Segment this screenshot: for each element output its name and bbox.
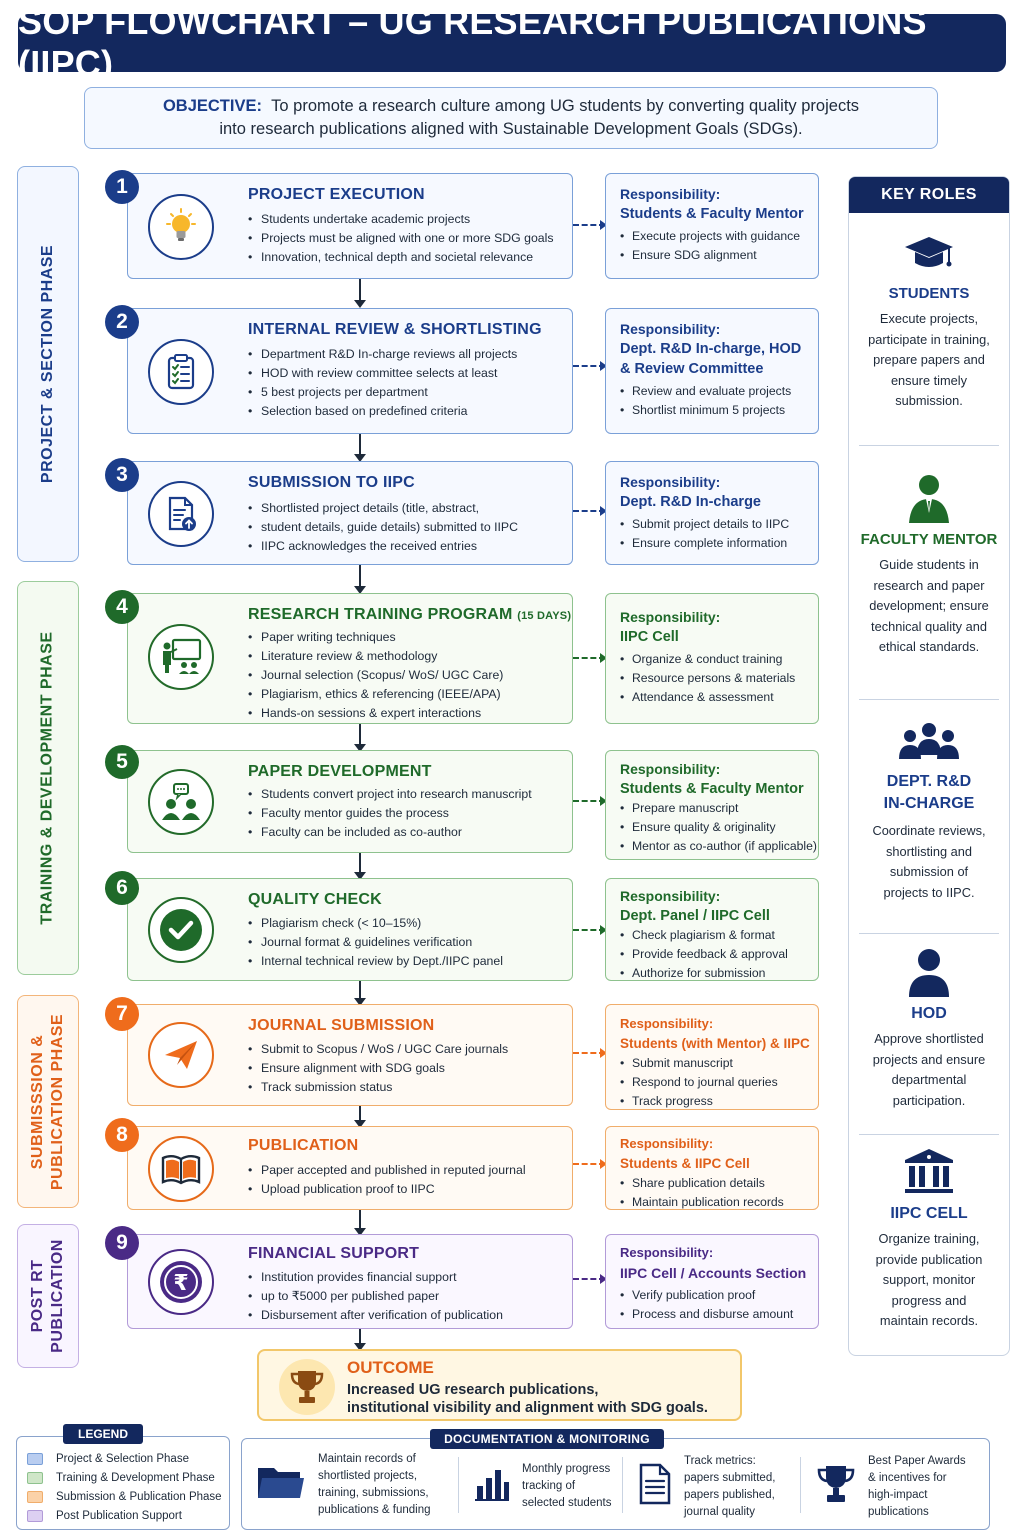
bullet: • Respond to journal queries: [620, 1073, 818, 1092]
doc-line: & incentives for: [868, 1472, 947, 1484]
role-dept-rd-incharge: [849, 721, 1009, 903]
objective-box: [84, 87, 938, 149]
step-number-4: 4: [105, 590, 139, 624]
step-card-internal-review: [127, 308, 573, 434]
role-desc-line: projects to IIPC.: [883, 884, 975, 900]
phase-project-selection: [17, 166, 79, 562]
document-upload-icon: [148, 481, 214, 547]
phase-submission-publication: [17, 995, 79, 1208]
bullet: • Share publication details: [620, 1174, 818, 1193]
doc-item-metrics: [638, 1453, 775, 1521]
bullet: • Ensure SDG alignment: [620, 246, 818, 265]
step-number-5: 5: [105, 745, 139, 779]
key-roles-panel: [848, 176, 1010, 1356]
bullet: • Review and evaluate projects: [620, 382, 818, 401]
rupee-coin-icon: [148, 1249, 214, 1315]
divider: [859, 933, 999, 934]
role-description: [849, 1029, 1009, 1111]
role-desc-line: maintain records.: [879, 1313, 979, 1328]
responsible-party: Dept. R&D In-charge: [620, 494, 761, 510]
step-title: PAPER DEVELOPMENT: [248, 763, 432, 780]
phase-label-line-1: SUBMISSSION &: [29, 1034, 46, 1169]
step-number-3: 3: [105, 458, 139, 492]
title-bar: [18, 1, 1006, 84]
role-desc-line: development; ensure: [869, 598, 989, 613]
doc-item-progress: [474, 1461, 612, 1512]
connector-arrow: [573, 1052, 605, 1054]
connector-arrow: [573, 1163, 605, 1165]
step-title: QUALITY CHECK: [248, 891, 382, 908]
role-description: [849, 309, 1009, 412]
responsible-party: IIPC Cell: [620, 629, 679, 645]
legend-item: [27, 1453, 189, 1465]
doc-line: Maintain records of: [318, 1453, 416, 1465]
responsibility-box-6: [605, 878, 819, 981]
phase-label: TRAINING & DEVELOPMENT PHASE: [39, 631, 57, 925]
responsible-party: Students & IIPC Cell: [620, 1156, 750, 1171]
step-bullets: [248, 914, 562, 971]
bullet: • Paper writing techniques: [248, 628, 562, 647]
step-title: FINANCIAL SUPPORT: [248, 1245, 420, 1262]
check-circle-icon: [148, 897, 214, 963]
phase-label: PROJECT & SECTION PHASE: [39, 244, 57, 484]
doc-line: selected students: [522, 1497, 612, 1509]
doc-line: high-impact: [868, 1489, 928, 1501]
responsibility-list: [620, 926, 818, 983]
legend-label: Submission & Publication Phase: [56, 1491, 222, 1503]
step-title: PUBLICATION: [248, 1137, 359, 1154]
flow-arrow: [359, 1106, 361, 1126]
role-desc-line: progress and: [891, 1292, 967, 1308]
role-name: FACULTY MENTOR: [860, 531, 998, 548]
doc-line: publications & funding: [318, 1504, 431, 1516]
connector-arrow: [573, 224, 605, 226]
role-desc-line: prepare papers and: [873, 352, 985, 367]
responsibility-label: Responsibility:: [620, 609, 721, 625]
role-desc-line: submission.: [895, 393, 963, 408]
role-desc-line: Guide students in: [879, 557, 979, 572]
role-desc-line: Coordinate reviews,: [872, 823, 986, 838]
role-name: DEPT. R&D: [886, 773, 972, 790]
step-card-project-execution: [127, 173, 573, 279]
bullet: • Submit project details to IIPC: [620, 515, 818, 534]
legend-swatch: [27, 1453, 43, 1465]
bullet-continuation: • up to ₹5000 per published paper: [248, 1287, 562, 1306]
connector-arrow: [573, 1278, 605, 1280]
step-number-1: 1: [105, 170, 139, 204]
responsible-party: Students (with Mentor) & IIPC: [620, 1036, 810, 1051]
responsibility-box-5: [605, 750, 819, 860]
role-desc-line: shortlisting and: [885, 843, 973, 859]
phase-label-line-2: PUBLICATION: [49, 1239, 67, 1353]
doc-line: Monthly progress: [522, 1463, 611, 1475]
responsibility-box-4: [605, 593, 819, 724]
role-desc-line: Organize training,: [878, 1231, 980, 1246]
step-bullets: [248, 499, 562, 556]
documentation-title: DOCUMENTATION & MONITORING: [430, 1429, 664, 1449]
legend: [16, 1436, 230, 1530]
role-name: STUDENTS: [888, 285, 970, 302]
bullet: • Plagiarism check (< 10–15%): [248, 914, 562, 933]
responsible-party: Students & Faculty Mentor: [620, 781, 804, 797]
responsibility-label: Responsibility:: [620, 1136, 714, 1151]
clipboard-checklist-icon: [148, 339, 214, 405]
doc-line: papers published,: [684, 1489, 775, 1501]
flow-arrow: [359, 1329, 361, 1349]
objective-line-2: into research publications aligned with Sustainable Development Goals (SDGs).: [219, 120, 803, 138]
role-desc-line: submission of: [889, 864, 969, 879]
role-desc-line: technical quality and: [871, 618, 987, 634]
step-title: [248, 606, 571, 624]
step-bullets: [248, 210, 562, 267]
bullet: • Shortlisted project details (title, abstract,: [248, 499, 562, 518]
flow-arrow: [359, 565, 361, 592]
bullet: • Internal technical review by Dept./IIPC panel: [248, 952, 562, 971]
bullet: • Track progress: [620, 1092, 818, 1111]
step-bullets: [248, 1268, 562, 1325]
role-desc-line: projects and ensure: [872, 1051, 986, 1067]
teacher-board-icon: [148, 624, 214, 690]
document-icon: [638, 1463, 672, 1511]
doc-line: shortlisted projects,: [318, 1470, 418, 1482]
folder-icon: [256, 1462, 306, 1508]
bullet: • Prepare manuscript: [620, 799, 818, 818]
phase-label: [28, 1239, 68, 1353]
bullet: • Track submission status: [248, 1078, 562, 1097]
bullet: • HOD with review committee selects at least: [248, 364, 562, 383]
bullet: • Execute projects with guidance: [620, 227, 818, 246]
step-bullets: [248, 1040, 562, 1097]
role-desc-line: Approve shortlisted: [874, 1031, 984, 1046]
bullet: • Submit to Scopus / WoS / UGC Care journals: [248, 1040, 562, 1059]
objective-label: OBJECTIVE:: [162, 97, 262, 115]
divider: [458, 1457, 459, 1513]
step-title: PROJECT EXECUTION: [248, 186, 425, 203]
role-name: HOD: [911, 1005, 947, 1022]
bullet: • Journal format & guidelines verification: [248, 933, 562, 952]
divider: [800, 1457, 801, 1513]
outcome-title: OUTCOME: [347, 1358, 434, 1377]
page-title: SOP FLOWCHART – UG RESEARCH PUBLICATIONS (IIPC): [18, 1, 927, 84]
legend-swatch: [27, 1472, 43, 1484]
step-card-publication: [127, 1126, 573, 1210]
objective-line-1: To promote a research culture among UG students by converting quality projects: [271, 97, 860, 115]
responsible-party: Dept. Panel / IIPC Cell: [620, 908, 770, 924]
role-desc-line: participation.: [892, 1092, 966, 1108]
legend-label: Project & Selection Phase: [56, 1453, 189, 1465]
doc-line: tracking of: [522, 1480, 576, 1492]
bullet: • Ensure quality & originality: [620, 818, 818, 837]
bullet: • Innovation, technical depth and societal relevance: [248, 248, 562, 267]
step-card-submission-iipc: [127, 461, 573, 565]
group-icon: [849, 721, 1009, 765]
responsible-party-line-2: & Review Committee: [620, 361, 764, 377]
doc-line: training, submissions,: [318, 1487, 429, 1499]
bullet: • Institution provides financial support: [248, 1268, 562, 1287]
responsibility-list: [620, 650, 818, 707]
bullet: • Students convert project into research manuscript: [248, 785, 562, 804]
step-number-8: 8: [105, 1118, 139, 1152]
bullet: • Shortlist minimum 5 projects: [620, 401, 818, 420]
trophy-icon: [279, 1359, 335, 1415]
bullet: • Verify publication proof: [620, 1286, 818, 1305]
bullet: • Authorize for submission: [620, 964, 818, 983]
bullet: • Disbursement after verification of publication: [248, 1306, 562, 1325]
bullet: • IIPC acknowledges the received entries: [248, 537, 562, 556]
bullet: • Ensure complete information: [620, 534, 818, 553]
responsibility-list: [620, 1174, 818, 1212]
doc-item-awards: [816, 1453, 966, 1521]
legend-item: [27, 1491, 222, 1503]
legend-item: [27, 1472, 215, 1484]
phase-label: [28, 1013, 68, 1189]
responsible-party: IIPC Cell / Accounts Section: [620, 1265, 807, 1281]
lightbulb-icon: [148, 194, 214, 260]
responsibility-list: [620, 227, 818, 265]
institution-building-icon: [849, 1147, 1009, 1197]
responsibility-box-7: [605, 1004, 819, 1110]
bullet: • Plagiarism, ethics & referencing (IEEE/APA): [248, 685, 562, 704]
flow-arrow: [359, 853, 361, 878]
phase-training-development: [17, 581, 79, 975]
step-card-journal-submission: [127, 1004, 573, 1106]
step-title-text: RESEARCH TRAINING PROGRAM: [248, 606, 513, 623]
role-students: [849, 233, 1009, 412]
responsibility-label: Responsibility:: [620, 186, 721, 202]
role-faculty-mentor: [849, 473, 1009, 658]
doc-item-records: [256, 1451, 431, 1519]
divider: [859, 1134, 999, 1135]
role-name: IIPC CELL: [890, 1205, 968, 1222]
legend-swatch: [27, 1510, 43, 1522]
role-description: [849, 555, 1009, 658]
bullet-continuation: • 5 best projects per department: [248, 383, 562, 402]
bullet: • Faculty mentor guides the process: [248, 804, 562, 823]
role-name-line-2: IN-CHARGE: [883, 795, 975, 812]
step-bullets: [248, 628, 562, 723]
svg-text:₹: ₹: [173, 1271, 189, 1296]
bullet: • Students undertake academic projects: [248, 210, 562, 229]
doc-line: journal quality: [684, 1506, 755, 1518]
step-number-9: 9: [105, 1226, 139, 1260]
bullet: • Paper accepted and published in reputed journal: [248, 1161, 562, 1180]
role-desc-line: departmental: [891, 1072, 967, 1087]
connector-arrow: [573, 800, 605, 802]
role-iipc-cell: [849, 1147, 1009, 1332]
divider: [859, 699, 999, 700]
responsibility-box-3: [605, 461, 819, 565]
responsibility-label: Responsibility:: [620, 888, 721, 904]
key-roles-title: KEY ROLES: [849, 177, 1009, 213]
bullet: • Upload publication proof to IIPC: [248, 1180, 562, 1199]
outcome-text: [347, 1381, 708, 1417]
responsibility-box-8: [605, 1126, 819, 1210]
step-number-6: 6: [105, 871, 139, 905]
step-card-quality-check: [127, 878, 573, 981]
bullet: • Department R&D In-charge reviews all projects: [248, 345, 562, 364]
legend-title: LEGEND: [63, 1424, 143, 1444]
outcome-line-2: institutional visibility and alignment with SDG goals.: [347, 1400, 708, 1416]
step-number-2: 2: [105, 305, 139, 339]
role-hod: [849, 947, 1009, 1111]
legend-label: Post Publication Support: [56, 1510, 182, 1522]
mentor-discussion-icon: [148, 769, 214, 835]
graduation-cap-icon: [849, 233, 1009, 277]
bullet: • Hands-on sessions & expert interactions: [248, 704, 562, 723]
bullet: • Resource persons & materials: [620, 669, 818, 688]
responsibility-label: Responsibility:: [620, 1016, 714, 1031]
responsibility-list: [620, 1054, 818, 1111]
connector-arrow: [573, 365, 605, 367]
bullet: • Provide feedback & approval: [620, 945, 818, 964]
role-desc-line: research and paper: [873, 577, 985, 593]
step-card-financial-support: [127, 1234, 573, 1329]
flow-arrow: [359, 724, 361, 750]
flow-arrow: [359, 434, 361, 460]
step-bullets: [248, 345, 562, 421]
person-icon: [849, 947, 1009, 997]
bullet: • Submit manuscript: [620, 1054, 818, 1073]
phase-post-publication: [17, 1224, 79, 1368]
outcome-line-1: Increased UG research publications,: [347, 1382, 599, 1398]
documentation-monitoring: [241, 1438, 990, 1530]
bullet: • Mentor as co-author (if applicable): [620, 837, 818, 856]
bullet: • Projects must be aligned with one or more SDG goals: [248, 229, 562, 248]
responsibility-label: Responsibility:: [620, 1245, 714, 1260]
open-book-icon: [148, 1136, 214, 1202]
step-card-paper-development: [127, 750, 573, 853]
role-description: [849, 821, 1009, 903]
responsibility-label: Responsibility:: [620, 321, 721, 337]
responsibility-list: [620, 799, 818, 856]
role-desc-line: ethical standards.: [878, 639, 980, 654]
flow-arrow: [359, 279, 361, 306]
flow-arrow: [359, 1210, 361, 1234]
step-number-7: 7: [105, 997, 139, 1031]
bullet: • Organize & conduct training: [620, 650, 818, 669]
bullet: • Selection based on predefined criteria: [248, 402, 562, 421]
step-bullets: [248, 785, 562, 842]
phase-label-line-2: PUBLICATION PHASE: [49, 1013, 66, 1190]
step-title: SUBMISSION TO IIPC: [248, 474, 415, 491]
flow-arrow: [359, 981, 361, 1004]
mentor-icon: [849, 473, 1009, 523]
step-card-research-training: [127, 593, 573, 724]
step-title-duration: (15 DAYS): [517, 610, 572, 622]
bullet: • Attendance & assessment: [620, 688, 818, 707]
step-title: INTERNAL REVIEW & SHORTLISTING: [248, 321, 542, 338]
trophy-icon: [816, 1463, 856, 1511]
connector-arrow: [573, 510, 605, 512]
bar-chart-icon: [474, 1466, 510, 1508]
bullet-continuation: • student details, guide details) submitted to IIPC: [248, 518, 562, 537]
responsibility-list: [620, 1286, 818, 1324]
divider: [622, 1457, 623, 1513]
responsibility-box-1: [605, 173, 819, 279]
bullet: • Ensure alignment with SDG goals: [248, 1059, 562, 1078]
connector-arrow: [573, 929, 605, 931]
doc-line: Track metrics:: [684, 1455, 756, 1467]
paper-plane-icon: [148, 1022, 214, 1088]
bullet: • Process and disburse amount: [620, 1305, 818, 1324]
step-bullets: [248, 1161, 562, 1199]
divider: [859, 445, 999, 446]
responsibility-list: [620, 382, 818, 420]
responsible-party: Students & Faculty Mentor: [620, 206, 804, 222]
role-desc-line: participate in training,: [868, 331, 990, 347]
outcome-box: [257, 1349, 742, 1421]
responsibility-label: Responsibility:: [620, 474, 721, 490]
role-desc-line: provide publication: [875, 1251, 983, 1267]
legend-swatch: [27, 1491, 43, 1503]
responsibility-box-9: [605, 1234, 819, 1329]
responsibility-box-2: [605, 308, 819, 434]
bullet: • Literature review & methodology: [248, 647, 562, 666]
responsible-party: Dept. R&D In-charge, HOD: [620, 341, 802, 357]
responsibility-list: [620, 515, 818, 553]
role-desc-line: support, monitor: [882, 1272, 976, 1287]
bullet: • Maintain publication records: [620, 1193, 818, 1212]
role-description: [849, 1229, 1009, 1332]
doc-line: papers submitted,: [684, 1472, 776, 1484]
bullet: • Check plagiarism & format: [620, 926, 818, 945]
doc-line: publications: [868, 1506, 929, 1518]
role-desc-line: ensure timely: [890, 372, 968, 388]
connector-arrow: [573, 657, 605, 659]
phase-label-line-1: POST RT: [29, 1259, 47, 1333]
step-title: JOURNAL SUBMISSION: [248, 1017, 435, 1034]
bullet: • Faculty can be included as co-author: [248, 823, 562, 842]
bullet: • Journal selection (Scopus/ WoS/ UGC Care): [248, 666, 562, 685]
responsibility-label: Responsibility:: [620, 761, 721, 777]
role-desc-line: Execute projects,: [879, 311, 979, 326]
doc-line: Best Paper Awards: [868, 1455, 966, 1467]
legend-label: Training & Development Phase: [56, 1472, 215, 1484]
legend-item: [27, 1510, 182, 1522]
